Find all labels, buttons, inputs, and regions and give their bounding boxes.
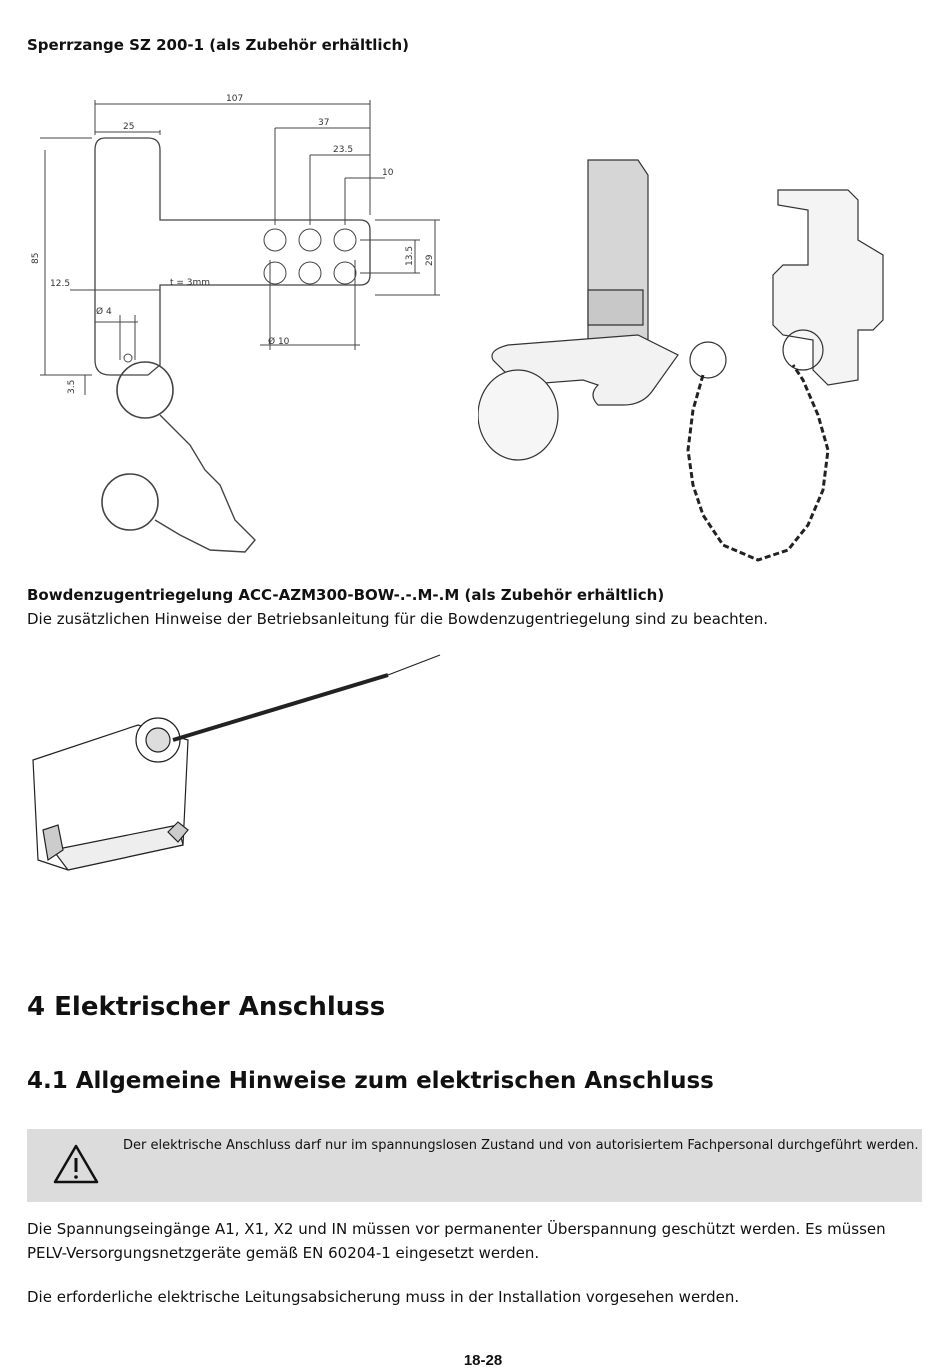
dim-t3-label: t = 3mm (170, 278, 211, 288)
dim-29-label: 29 (425, 254, 435, 266)
sperrzange-isometric-illustration (478, 150, 898, 565)
warning-triangle-icon (52, 1143, 100, 1185)
dim-37-label: 37 (318, 118, 330, 128)
dim-10-label: 10 (382, 168, 394, 178)
dim-12-5-label: 12.5 (50, 279, 71, 289)
dim-107-label: 107 (226, 94, 244, 104)
sperrzange-heading: Sperrzange SZ 200-1 (als Zubehör erhältlich) (27, 36, 410, 54)
bowden-note: Die zusätzlichen Hinweise der Betriebsanleitung für die Bowdenzugentriegelung sind zu beachten. (27, 610, 769, 628)
paragraph-2: Die erforderliche elektrische Leitungsabsicherung muss in der Installation vorgesehen werden. (27, 1288, 740, 1306)
page-number: 18-28 (463, 1352, 503, 1369)
paragraph-1-line-1: Die Spannungseingänge A1, X1, X2 und IN müssen vor permanenter Überspannung geschützt werden. Es müssen (27, 1220, 886, 1238)
paragraph-1-line-2: PELV-Versorgungsnetzgeräte gemäß EN 60204-1 eingesetzt werden. (27, 1244, 540, 1262)
warning-box (27, 1129, 922, 1202)
dim-85-label: 85 (31, 252, 41, 264)
bowden-cable-illustration (28, 650, 448, 890)
dim-13-5-label: 13.5 (405, 245, 415, 266)
subchapter-heading: 4.1 Allgemeine Hinweise zum elektrischen Anschluss (27, 1068, 714, 1094)
chapter-heading: 4 Elektrischer Anschluss (27, 992, 386, 1022)
dim-phi10-label: Ø 10 (268, 337, 290, 347)
dim-23-5-label: 23.5 (333, 145, 354, 155)
dim-25-label: 25 (123, 122, 135, 132)
sperrzange-dimension-drawing (30, 90, 445, 565)
dim-3-5-label: 3.5 (67, 379, 77, 394)
bowden-heading: Bowdenzugentriegelung ACC-AZM300-BOW-.-.M-.M (als Zubehör erhältlich) (27, 586, 665, 604)
dim-phi4-label: Ø 4 (96, 307, 112, 317)
warning-text: Der elektrische Anschluss darf nur im spannungslosen Zustand und von autorisiertem Fachpersonal durchgeführt werden. (123, 1138, 919, 1153)
